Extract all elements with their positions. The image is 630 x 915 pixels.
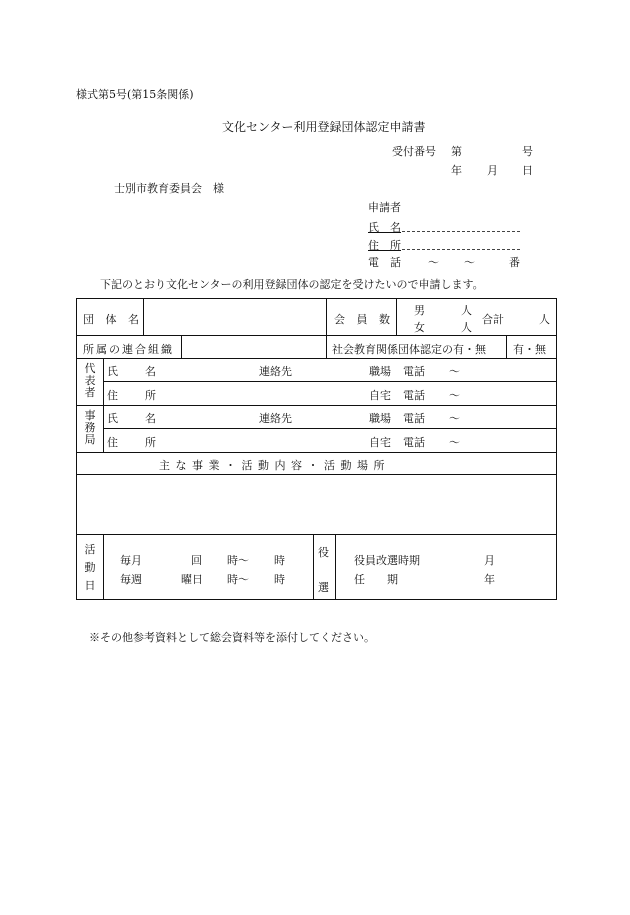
group-name-field[interactable] [145,301,325,333]
applicant-phone-label: 電 話 [368,256,401,269]
receipt-dai: 第 [451,145,462,158]
affiliation-field[interactable] [183,337,325,357]
receipt-go: 号 [522,145,533,158]
office-work-phone-tilde: 〜 [449,412,460,425]
statement: 下記のとおり文化センターの利用登録団体の認定を受けたいので申請します。 [100,278,484,291]
footnote: ※その他参考資料として総会資料等を添付してください。 [89,631,375,644]
term-label: 任 期 [354,573,398,586]
row-line [77,534,556,535]
col-line [335,534,336,599]
weekly-hour-to: 時 [274,573,285,586]
times-label: 回 [191,554,202,567]
row-line [77,358,556,359]
group-name-label: 団 体 名 [83,313,143,326]
officer-election-label: 役員改選時期 [354,554,420,567]
row-line [77,335,556,336]
col-line [181,335,182,358]
office-address-label: 住 所 [107,436,164,449]
office-name-label: 氏 名 [107,412,164,425]
date-month: 月 [487,164,498,177]
male-label: 男 [414,304,425,317]
weekly-label: 毎週 [120,573,142,586]
date-year: 年 [451,164,462,177]
weekday-label: 曜日 [181,573,203,586]
rep-work-phone-tilde: 〜 [449,365,460,378]
form-number: 様式第5号(第15条関係) [76,88,194,101]
rep-work-phone-label: 電話 [403,365,425,378]
office-home-label: 自宅 [369,436,391,449]
office-home-phone-label: 電話 [403,436,425,449]
main-activities-heading: 主 な 事 業 ・ 活 動 内 容 ・ 活 動 場 所 [159,459,386,472]
receipt-number-label: 受付番号 [392,145,436,158]
office-home-phone-tilde: 〜 [449,436,460,449]
office-work-phone-label: 電話 [403,412,425,425]
officer-election-month: 月 [484,554,495,567]
representative-label: 代 表 者 [84,362,96,399]
persons-total: 人 [539,313,550,326]
member-count-label: 会 員 数 [334,313,394,326]
applicant-heading: 申請者 [368,201,401,214]
activity-day-label: 活 動 日 [84,543,96,592]
col-line [396,299,397,335]
row-line [77,452,556,453]
officer-label-bottom: 選 [318,581,329,594]
applicant-phone-sep1: 〜 [428,256,439,269]
applicant-name-field[interactable] [402,219,520,232]
monthly-hour-to: 時 [274,554,285,567]
col-line [103,534,104,599]
col-line [326,335,327,358]
applicant-address-field[interactable] [402,237,520,250]
row-line [103,381,556,382]
main-activities-field[interactable] [79,476,554,532]
rep-home-phone-tilde: 〜 [449,389,460,402]
applicant-address-label: 住 所 [368,239,401,252]
col-line [506,335,507,358]
persons-male: 人 [461,304,472,317]
rep-name-label: 氏 名 [107,365,164,378]
monthly-label: 毎月 [120,554,142,567]
monthly-hour-from: 時〜 [227,554,249,567]
rep-home-label: 自宅 [369,389,391,402]
col-line [326,299,327,335]
addressee: 士別市教育委員会 様 [114,182,224,195]
social-edu-label: 社会教育関係団体認定の有・無 [332,343,486,356]
term-year: 年 [484,573,495,586]
col-line [103,358,104,452]
social-edu-yes-no[interactable]: 有・無 [513,343,546,356]
office-label: 事 務 局 [84,409,96,446]
page-title: 文化センター利用登録団体認定申請書 [222,120,426,134]
rep-contact-label: 連絡先 [259,365,292,378]
applicant-name-label: 氏 名 [368,221,401,234]
date-day: 日 [522,164,533,177]
applicant-phone-suffix: 番 [509,256,520,269]
registration-form-table [76,298,557,600]
rep-address-label: 住 所 [107,389,164,402]
rep-workplace-label: 職場 [369,365,391,378]
rep-home-phone-label: 電話 [403,389,425,402]
affiliation-label: 所属の連合組織 [83,343,174,356]
row-line [103,428,556,429]
persons-female: 人 [461,321,472,334]
total-label: 合計 [482,313,504,326]
weekly-hour-from: 時〜 [227,573,249,586]
officer-label-top: 役 [318,546,329,559]
col-line [143,299,144,335]
row-line [77,405,556,406]
col-line [313,534,314,599]
applicant-phone-sep2: 〜 [464,256,475,269]
office-contact-label: 連絡先 [259,412,292,425]
female-label: 女 [414,321,425,334]
office-workplace-label: 職場 [369,412,391,425]
row-line [77,474,556,475]
